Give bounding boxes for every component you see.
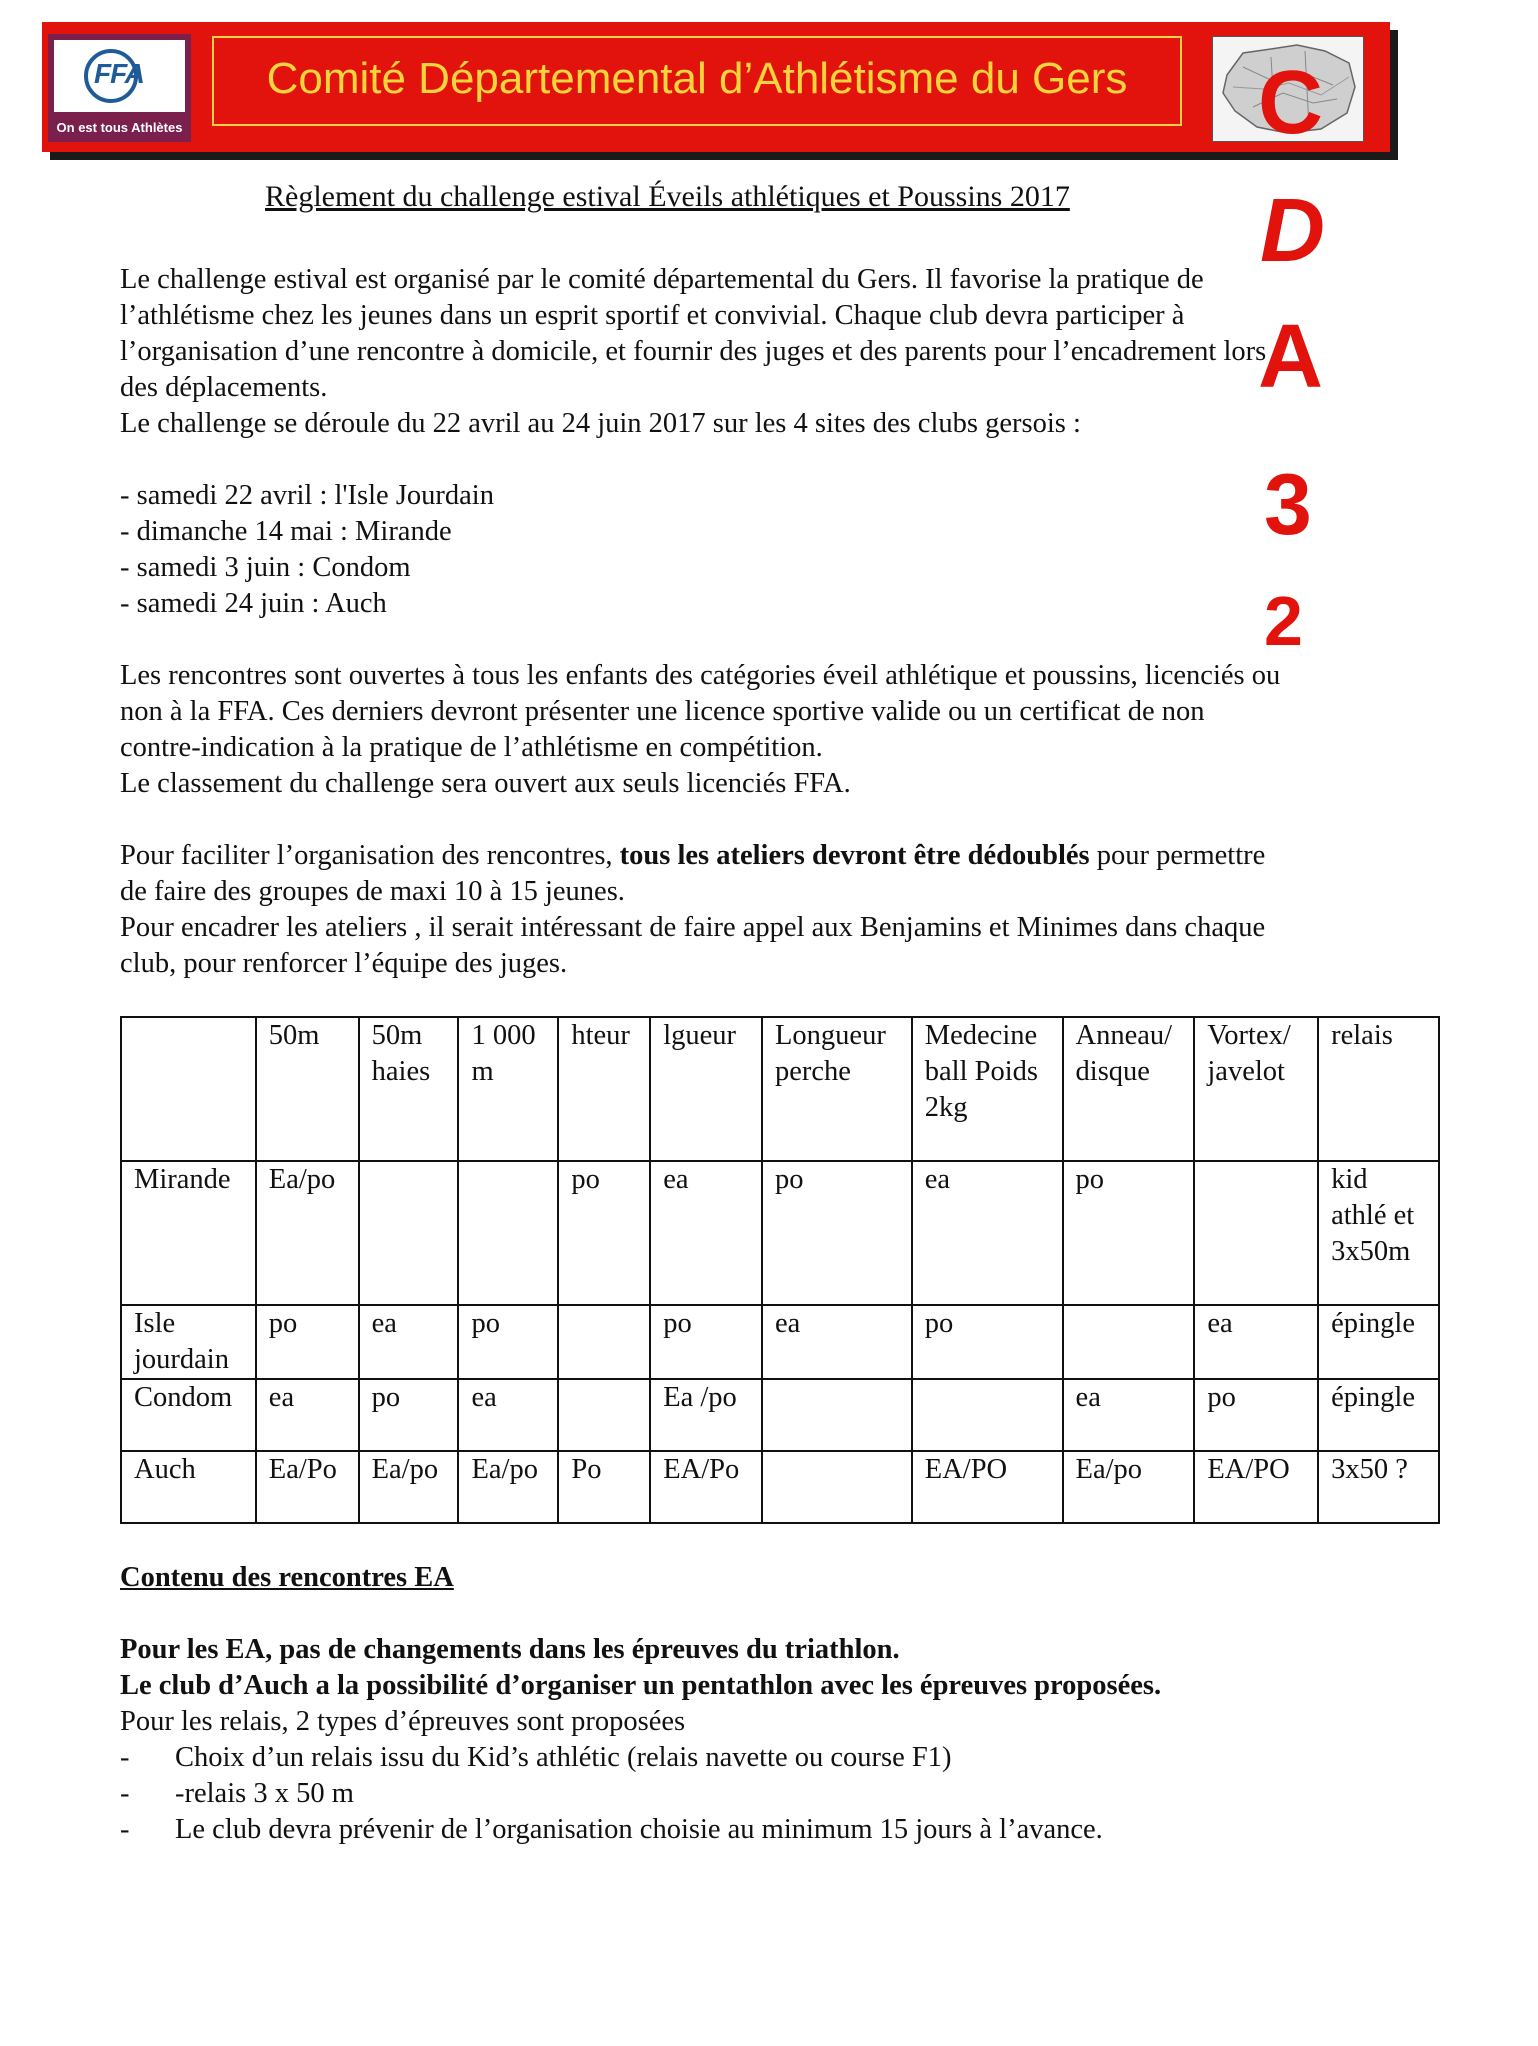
ffa-logo-tagline: On est tous Athlètes <box>56 120 183 135</box>
eligibility-line: contre-indication à la pratique de l’athlétisme en compétition. <box>120 732 823 763</box>
eligibility-line: Le classement du challenge sera ouvert aux seuls licenciés FFA. <box>120 768 851 799</box>
table-cell <box>912 1379 1063 1451</box>
side-letter-3: 3 <box>1264 457 1312 553</box>
table-cell: ea <box>458 1379 558 1451</box>
table-cell: Mirande <box>121 1161 256 1305</box>
intro-line: Le challenge estival est organisé par le comité départemental du Gers. Il favorise la pratique de <box>120 264 1204 295</box>
organisation-line: de faire des groupes de maxi 10 à 15 jeunes. <box>120 876 625 907</box>
table-cell: 3x50 ? <box>1318 1451 1439 1523</box>
side-letter-2: 2 <box>1264 582 1303 660</box>
table-cell <box>458 1161 558 1305</box>
table-header-cell: 50m <box>256 1017 359 1161</box>
intro-line: des déplacements. <box>120 372 328 403</box>
ffa-logo-text: FFA <box>94 58 144 89</box>
date-item: - dimanche 14 mai : Mirande <box>120 516 452 547</box>
list-item-text: Le club devra prévenir de l’organisation choisie au minimum 15 jours à l’avance. <box>175 1814 1103 1845</box>
side-letter-d: D <box>1260 181 1325 281</box>
table-cell: po <box>650 1305 762 1379</box>
table-cell <box>558 1379 650 1451</box>
table-cell <box>359 1161 459 1305</box>
table-cell <box>762 1379 912 1451</box>
date-item: - samedi 3 juin : Condom <box>120 552 411 583</box>
ea-bold-statement: Pour les EA, pas de changements dans les épreuves du triathlon. <box>120 1634 900 1665</box>
list-dash: - <box>120 1742 130 1773</box>
table-cell: Condom <box>121 1379 256 1451</box>
list-dash: - <box>120 1814 130 1845</box>
table-cell: EA/PO <box>912 1451 1063 1523</box>
table-cell: Ea/po <box>256 1161 359 1305</box>
table-cell: po <box>359 1379 459 1451</box>
document-title: Règlement du challenge estival Éveils athlétiques et Poussins 2017 <box>265 180 1070 213</box>
table-cell: ea <box>359 1305 459 1379</box>
date-item: - samedi 22 avril : l'Isle Jourdain <box>120 480 494 511</box>
list-item <box>120 1778 354 1810</box>
organisation-emphasis: tous les ateliers devront être dédoublés <box>619 840 1090 871</box>
events-table <box>120 1016 1440 1524</box>
relais-intro: Pour les relais, 2 types d’épreuves sont proposées <box>120 1706 686 1737</box>
table-cell: Ea/po <box>458 1451 558 1523</box>
table-cell <box>1194 1161 1318 1305</box>
side-letter-c: C <box>1258 53 1323 153</box>
table-header-cell: Vortex/ javelot <box>1194 1017 1318 1161</box>
table-cell: Po <box>558 1451 650 1523</box>
table-row <box>121 1305 1439 1379</box>
list-item <box>120 1814 1103 1846</box>
intro-line: Le challenge se déroule du 22 avril au 24 juin 2017 sur les 4 sites des clubs gersois : <box>120 408 1081 439</box>
ea-bold-statement: Le club d’Auch a la possibilité d’organiser un pentathlon avec les épreuves proposées. <box>120 1670 1162 1701</box>
organisation-text: pour permettre <box>1089 840 1266 871</box>
eligibility-paragraph <box>120 658 1420 802</box>
table-cell <box>1063 1305 1195 1379</box>
intro-paragraph <box>120 262 1420 442</box>
dates-list <box>120 478 1420 622</box>
date-item: - samedi 24 juin : Auch <box>120 588 387 619</box>
table-row <box>121 1379 1439 1451</box>
table-header-cell: lgueur <box>650 1017 762 1161</box>
table-cell: po <box>558 1161 650 1305</box>
table-row <box>121 1161 1439 1305</box>
table-cell: po <box>458 1305 558 1379</box>
header-title-frame <box>212 36 1182 126</box>
table-cell: Auch <box>121 1451 256 1523</box>
table-header-cell: Anneau/ disque <box>1063 1017 1195 1161</box>
table-cell: Isle jourdain <box>121 1305 256 1379</box>
table-header-cell: Medecine ball Poids 2kg <box>912 1017 1063 1161</box>
ffa-logo-panel <box>54 40 185 112</box>
table-header-cell: 50m haies <box>359 1017 459 1161</box>
table-header-cell <box>121 1017 256 1161</box>
table-cell: EA/PO <box>1194 1451 1318 1523</box>
list-item <box>120 1742 951 1774</box>
table-cell: EA/Po <box>650 1451 762 1523</box>
table-cell: épingle <box>1318 1379 1439 1451</box>
table-cell: kid athlé et 3x50m <box>1318 1161 1439 1305</box>
table-cell: ea <box>650 1161 762 1305</box>
table-header-cell: Longueur perche <box>762 1017 912 1161</box>
table-cell: ea <box>912 1161 1063 1305</box>
table-cell: ea <box>256 1379 359 1451</box>
organisation-paragraph <box>120 838 1420 982</box>
organisation-line: Pour encadrer les ateliers , il serait intéressant de faire appel aux Benjamins et Minimes dans chaque <box>120 912 1266 943</box>
table-row <box>121 1451 1439 1523</box>
table-cell <box>762 1451 912 1523</box>
table-cell <box>558 1305 650 1379</box>
list-dash: - <box>120 1778 130 1809</box>
header-title: Comité Départemental d’Athlétisme du Gers <box>266 54 1128 103</box>
side-letter-a: A <box>1258 307 1323 407</box>
organisation-text: Pour faciliter l’organisation des rencontres, <box>120 840 620 871</box>
table-cell: Ea/po <box>359 1451 459 1523</box>
organisation-line: club, pour renforcer l’équipe des juges. <box>120 948 568 979</box>
table-header-cell: 1 000 m <box>458 1017 558 1161</box>
intro-line: l’organisation d’une rencontre à domicile, et fournir des juges et des parents pour l’encadrement lors <box>120 336 1267 367</box>
table-header-cell: hteur <box>558 1017 650 1161</box>
table-cell: Ea /po <box>650 1379 762 1451</box>
table-cell: po <box>256 1305 359 1379</box>
table-cell: po <box>1063 1161 1195 1305</box>
table-cell: Ea/Po <box>256 1451 359 1523</box>
table-cell: po <box>1194 1379 1318 1451</box>
table-cell: Ea/po <box>1063 1451 1195 1523</box>
table-cell: ea <box>762 1305 912 1379</box>
eligibility-line: Les rencontres sont ouvertes à tous les enfants des catégories éveil athlétique et poussins, licenciés ou <box>120 660 1281 691</box>
table-header-cell: relais <box>1318 1017 1439 1161</box>
intro-line: l’athlétisme chez les jeunes dans un esprit sportif et convivial. Chaque club devra participer à <box>120 300 1185 331</box>
ffa-logo <box>48 34 191 142</box>
table-cell: po <box>912 1305 1063 1379</box>
ea-section-heading: Contenu des rencontres EA <box>120 1562 454 1593</box>
table-cell: po <box>762 1161 912 1305</box>
table-cell: ea <box>1194 1305 1318 1379</box>
table-cell: ea <box>1063 1379 1195 1451</box>
list-item-text: Choix d’un relais issu du Kid’s athlétic (relais navette ou course F1) <box>175 1742 952 1773</box>
organisation-line <box>120 838 1420 874</box>
eligibility-line: non à la FFA. Ces derniers devront présenter une licence sportive valide ou un certificat de non <box>120 696 1205 727</box>
list-item-text: -relais 3 x 50 m <box>175 1778 354 1809</box>
table-header-row <box>121 1017 1439 1161</box>
table-cell: épingle <box>1318 1305 1439 1379</box>
